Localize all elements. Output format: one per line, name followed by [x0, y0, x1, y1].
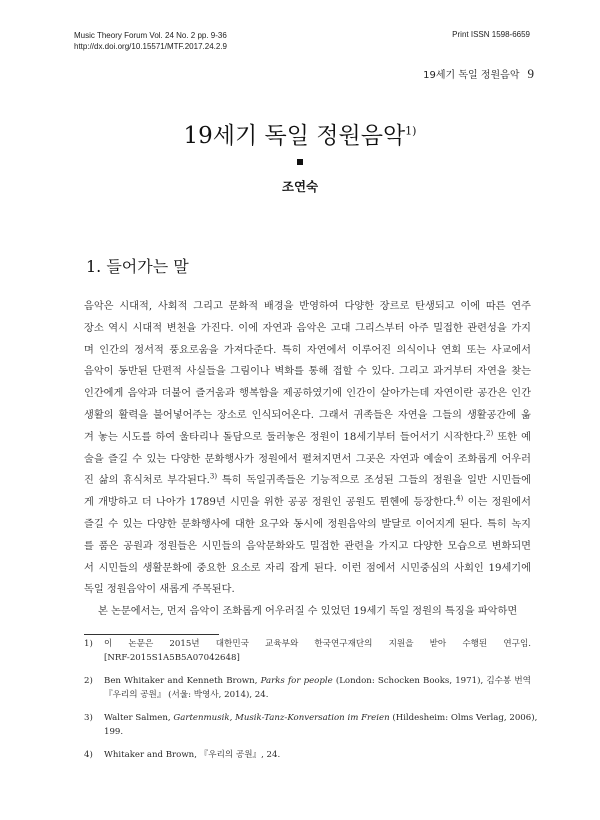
footnote-text: Walter Salmen,: [104, 713, 174, 723]
footnotes: [84, 637, 538, 771]
section-heading: 1. 들어가는 말: [86, 257, 189, 276]
body-line: [84, 361, 531, 383]
title-separator-mark: [297, 159, 303, 165]
body-line: [84, 579, 531, 601]
article-title-text: 19세기 독일 정원음악: [183, 123, 406, 149]
article-title: [0, 117, 600, 150]
body-line-text: 즐길 수 있는 다양한 문화행사에 대한 요구와 동시에 정원음악의 발달로 이어지게 된다. 특히 녹지: [84, 518, 531, 530]
footnote-book-title: Parks for people: [260, 676, 333, 686]
body-line: [84, 340, 531, 362]
footnote-text: 이 논문은 2015년 대한민국 교육부와 한국연구재단의 지원을 받아 수행된 연구임.: [104, 639, 531, 649]
body-line-text: 며 인간의 정서적 풍요로움을 가져다준다. 특히 자연에서 이루어진 의식이나 연회 또는 사교에서: [84, 344, 531, 356]
body-line: [84, 405, 531, 427]
body-line-text: 를 품은 공원과 정원들은 시민들의 음악문화와도 밀접한 관련을 가지고 다양한 모습으로 변화되면: [84, 540, 531, 552]
footnote-text: Ben Whitaker and Kenneth Brown,: [104, 676, 261, 686]
page-number: 9: [527, 66, 534, 81]
body-line-text: 장소 역시 시대적 변천을 가진다. 이에 자연과 음악은 고대 그리스부터 아주 밀접한 관련성을 가지: [84, 322, 531, 334]
body-line: [84, 449, 531, 471]
footnote-ref[interactable]: 2): [486, 429, 494, 438]
body-line-text: 음악은 시대적, 사회적 그리고 문화적 배경을 반영하여 다양한 장르로 탄생되고 이에 따른 연주: [84, 301, 531, 312]
body-line: [84, 296, 531, 318]
footnote-divider: [84, 634, 219, 635]
body-line-text: 인간에게 음악과 더불어 즐거움과 행복함을 제공하였기에 인간이 살아가는데 자연이란 공간은 인간: [84, 388, 531, 400]
footnote-line: [104, 725, 531, 739]
footnote: [84, 711, 538, 739]
footnote: [84, 748, 531, 762]
body-line: [84, 514, 531, 536]
footnote-number: 4): [84, 750, 93, 760]
body-line: [84, 470, 531, 492]
body-line-text: 진 삶의 휴식처로 부각된다.: [84, 475, 210, 487]
footnote-line: [104, 711, 538, 725]
footnote-text: [NRF-2015S1A5B5A07042648]: [104, 653, 240, 663]
footnote-ref[interactable]: 3): [209, 472, 218, 481]
body-line: [84, 318, 531, 340]
footnote-number: 1): [84, 639, 93, 649]
footnote-text: (Hildesheim: Olms Verlag, 2006),: [389, 713, 538, 723]
footnote-text: (London: Schocken Books, 1971), 김수봉 번역: [332, 676, 531, 686]
body-line-text: 생활의 활력을 불어넣어주는 장소로 인식되어온다. 그래서 귀족들은 자연을 그들의 생활공간에 옮: [84, 409, 531, 421]
footnote-line: [104, 674, 531, 688]
footnote-number: 3): [84, 713, 93, 723]
body-line-text: 이는 정원에서: [463, 497, 531, 509]
body-line: [84, 601, 531, 623]
footnote-line: [104, 688, 531, 702]
footnote-text: 『우리의 공원』 (서울: 박영사, 2014), 24.: [104, 690, 269, 700]
body-line-text: 술을 즐길 수 있는 다양한 문화행사가 정원에서 펼쳐지면서 그곳은 자연과 예술이 조화롭게 어우러: [84, 453, 531, 465]
body-line-text: 겨 놓는 시도를 하여 울타리나 돌담으로 둘러놓은 정원이 18세기부터 들어서기 시작한다.: [84, 431, 487, 443]
footnote-line: [104, 748, 531, 762]
footnote-text: Whitaker and Brown, 『우리의 공원』, 24.: [104, 750, 281, 760]
body-line: [84, 492, 531, 514]
body-line: [84, 427, 531, 449]
footnote-number: 2): [84, 676, 93, 686]
footnote: [84, 674, 531, 702]
journal-citation: [74, 30, 227, 52]
body-line-text: 본 논문에서는, 먼저 음악이 조화롭게 어우러질 수 있었던 19세기 독일 정원의 특징을 파악하면: [98, 606, 518, 618]
title-footnote-ref[interactable]: 1): [405, 124, 417, 138]
body-line-text: 또한 예: [493, 431, 531, 443]
footnote: [84, 637, 531, 665]
footnote-line: [104, 651, 531, 665]
body-line-text: 서 시민들의 생활문화에 중요한 요소로 자리 잡게 된다. 이런 점에서 시민중심의 사회인 19세기에: [84, 562, 531, 574]
journal-volume-line: Music Theory Forum Vol. 24 No. 2 pp. 9-36: [74, 31, 227, 40]
journal-issn: Print ISSN 1598-6659: [452, 30, 530, 39]
author-name: 조연숙: [281, 179, 319, 194]
body-line: [84, 536, 531, 558]
footnote-book-title: Gartenmusik, Musik-Tanz-Konversation im Freien: [173, 713, 390, 723]
journal-doi-link[interactable]: http://dx.doi.org/10.15571/MTF.2017.24.2.9: [74, 42, 227, 51]
footnote-line: [104, 637, 531, 651]
body-paragraphs: [84, 296, 531, 623]
body-line-text: 특히 독일귀족들은 기능적으로 조성된 그들의 정원을 일반 시민들에: [217, 475, 531, 487]
body-line: [84, 383, 531, 405]
footnote-ref[interactable]: 4): [456, 494, 464, 503]
footnote-text: 199.: [104, 727, 124, 737]
running-head-title: 19세기 독일 정원음악: [423, 70, 520, 81]
running-head: [423, 66, 534, 82]
body-line-text: 음악이 동반된 단편적 사실들을 그림이나 벽화를 통해 접할 수 있다. 그리고 과거부터 자연을 찾는: [84, 366, 531, 378]
body-line-text: 독일 정원음악이 새롭게 주목된다.: [84, 584, 235, 596]
body-line: [84, 558, 531, 580]
body-line-text: 게 개방하고 더 나아가 1789년 시민을 위한 공공 정원인 공원도 뮌헨에 등장한다.: [84, 497, 457, 509]
